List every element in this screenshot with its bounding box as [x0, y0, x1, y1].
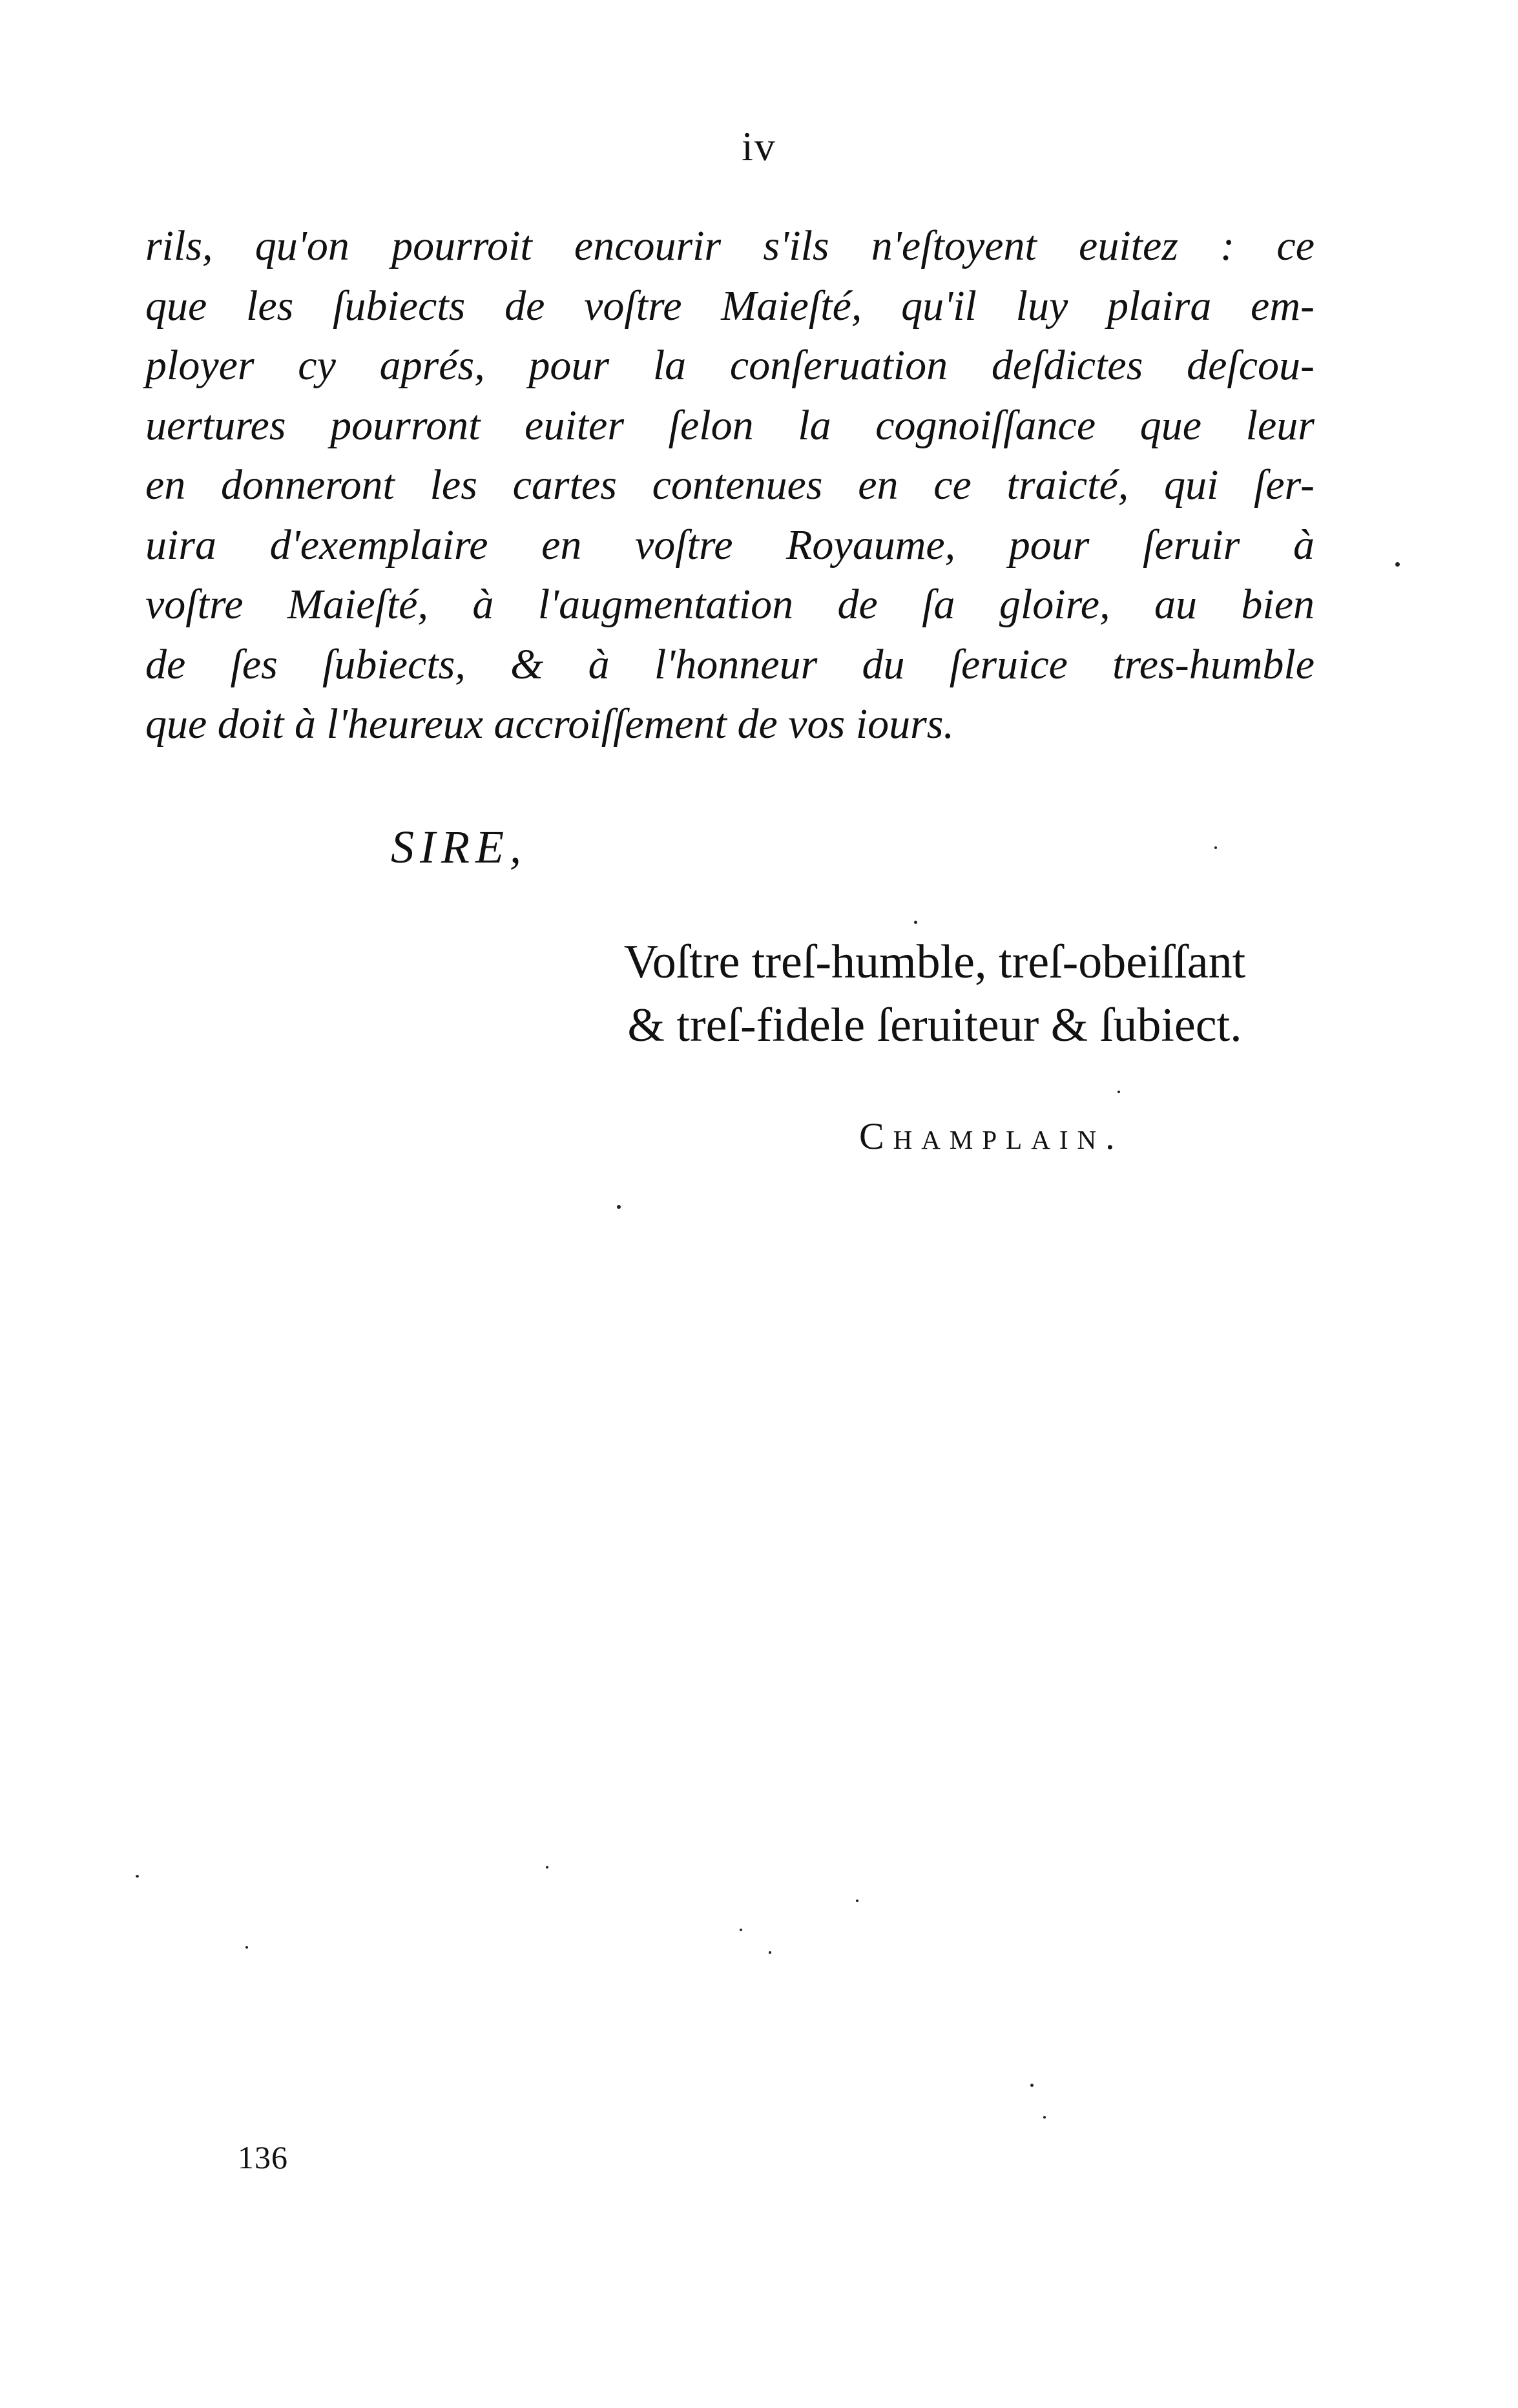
body-line: que doit à l'heureux accroiſſement de vos iours. [145, 700, 954, 748]
scan-speck [1118, 1091, 1120, 1093]
body-line: uira d'exemplaire en voſtre Royaume, pour ſeruir à [145, 521, 1315, 569]
scan-speck [245, 1946, 248, 1949]
body-line: rils, qu'on pourroit encourir s'ils n'eſtoyent euitez : ce [145, 222, 1315, 269]
closing-line: & treſ-fidele ſeruiteur & ſubiect. [627, 999, 1242, 1052]
body-line: en donneront les cartes contenues en ce traicté, qui ſer- [145, 461, 1315, 508]
closing-line: Voſtre treſ-humble, treſ-obeiſſant [623, 936, 1246, 989]
body-line: uertures pourront euiter ſelon la cognoiſſance que leur [145, 401, 1315, 449]
closing-formula [550, 930, 1319, 1057]
scan-speck [914, 921, 917, 924]
scan-speck [1214, 846, 1217, 849]
scan-speck [546, 1866, 548, 1869]
body-line: que les ſubiects de voſtre Maieſté, qu'il luy plaira em- [145, 282, 1315, 330]
scan-speck [1395, 562, 1400, 567]
scan-speck [856, 1900, 858, 1902]
scan-speck [617, 1205, 621, 1209]
body-line: de ſes ſubiects, & à l'honneur du ſeruice tres-humble [145, 640, 1315, 688]
body-line: voſtre Maieſté, à l'augmentation de ſa gloire, au bien [145, 581, 1315, 628]
scan-speck [769, 1951, 771, 1954]
body-line: ployer cy aprés, pour la conſeruation deſdictes deſcou- [145, 342, 1315, 389]
signature: Champlain. [859, 1115, 1124, 1157]
scan-speck [740, 1929, 742, 1931]
dedication-body [145, 216, 1315, 755]
scan-speck [1030, 2084, 1034, 2087]
running-page-number: iv [742, 123, 776, 169]
scan-speck [1043, 2116, 1046, 2119]
footer-page-number: 136 [238, 2139, 288, 2175]
scan-speck [136, 1875, 139, 1878]
salutation: SIRE, [391, 821, 527, 873]
